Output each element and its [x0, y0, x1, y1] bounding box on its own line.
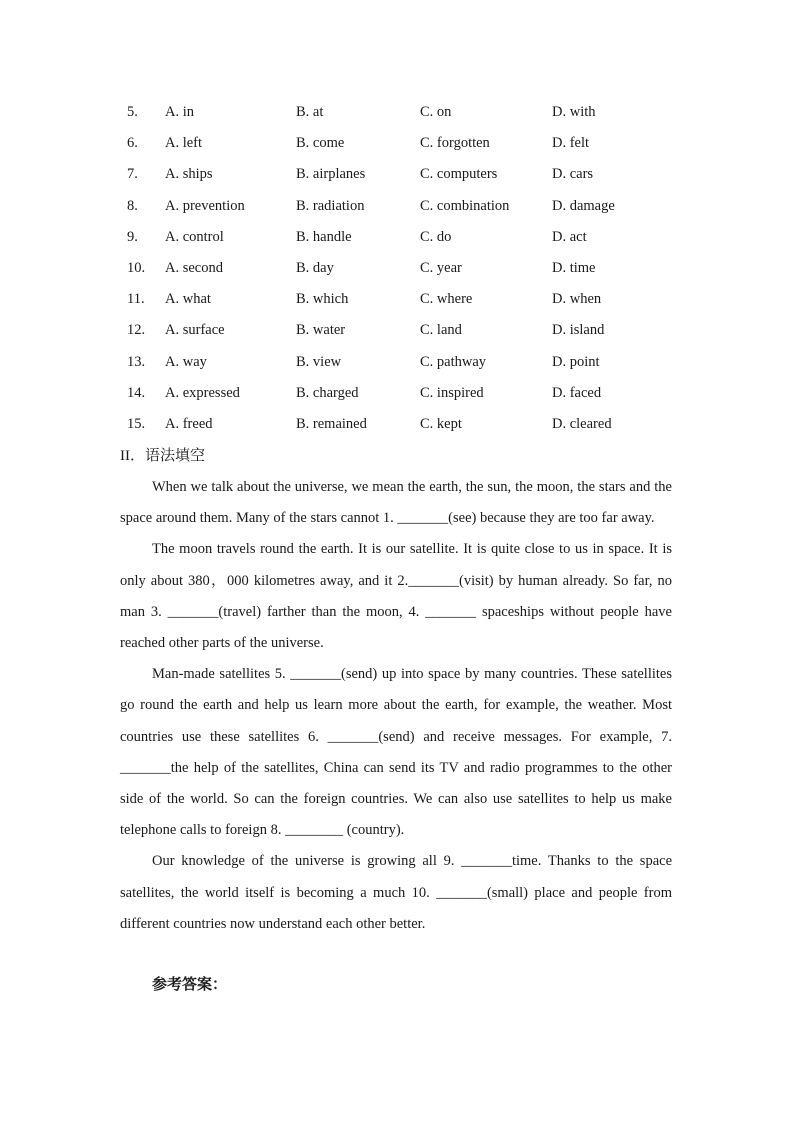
- answer-heading: 参考答案：: [152, 975, 228, 993]
- option-b: B. charged: [296, 384, 359, 401]
- option-a: A. expressed: [165, 384, 240, 401]
- option-row: [0, 128, 794, 159]
- option-b: B. which: [296, 291, 349, 308]
- question-number: 11.: [127, 291, 145, 308]
- option-row: [0, 253, 794, 284]
- question-number: 7.: [127, 166, 138, 183]
- passage-paragraph: Man-made satellites 5. _______(send) up into space by many countries. These satellites go round the earth and help us learn more about the earth, for example, the weather. Most countries use these satellites 6. _______(send) and receive messages. For example, 7. _______the help of the satellites, China can send its TV and radio programmes to the other side of the world. So can the foreign countries. We can also use satellites to help us make telephone calls to foreign 8. ________ (country).: [120, 666, 672, 839]
- option-c: C. land: [420, 322, 462, 339]
- passage-paragraph: When we talk about the universe, we mean the earth, the sun, the moon, the stars and the space around them. Many of the stars cannot 1. _______(see) because they are too far away.: [120, 479, 672, 527]
- section-title: 语法填空: [145, 446, 206, 464]
- option-c: C. where: [420, 291, 473, 308]
- option-d: D. cars: [552, 166, 594, 183]
- option-row: [0, 97, 794, 128]
- option-row: [0, 347, 794, 378]
- option-a: A. left: [165, 135, 203, 152]
- question-number: 6.: [127, 135, 138, 152]
- answer-options-list: [0, 97, 794, 440]
- option-b: B. view: [296, 353, 342, 370]
- option-b: B. handle: [296, 228, 352, 245]
- question-number: 14.: [127, 384, 146, 401]
- question-number: 9.: [127, 228, 138, 245]
- option-row: [0, 191, 794, 222]
- option-d: D. damage: [552, 197, 615, 214]
- option-c: C. computers: [420, 166, 498, 183]
- option-d: D. when: [552, 291, 602, 308]
- option-d: D. cleared: [552, 415, 612, 432]
- question-number: 5.: [127, 104, 138, 120]
- option-a: A. control: [165, 228, 224, 245]
- option-a: A. ships: [165, 166, 213, 183]
- option-a: A. prevention: [165, 197, 245, 214]
- question-number: 10.: [127, 259, 146, 276]
- question-number: 12.: [127, 322, 146, 339]
- option-c: C. on: [420, 104, 452, 120]
- option-c: C. year: [420, 259, 462, 276]
- option-b: B. come: [296, 135, 345, 152]
- option-d: D. act: [552, 228, 587, 245]
- option-c: C. pathway: [420, 353, 487, 370]
- section-heading: [120, 443, 205, 468]
- option-a: A. what: [165, 291, 211, 308]
- option-b: B. day: [296, 259, 334, 276]
- grammar-passage: [120, 472, 672, 940]
- section-numeral: II．: [120, 448, 145, 464]
- option-row: [0, 409, 794, 440]
- option-d: D. time: [552, 259, 596, 276]
- passage-paragraph: Our knowledge of the universe is growing all 9. _______time. Thanks to the space satellites, the world itself is becoming a much 10. _______(small) place and people from different countries now understand each other better.: [120, 853, 672, 932]
- option-b: B. at: [296, 104, 324, 120]
- option-c: C. kept: [420, 415, 462, 432]
- option-row: [0, 159, 794, 190]
- option-d: D. point: [552, 353, 600, 370]
- option-a: A. freed: [165, 415, 213, 432]
- option-d: D. faced: [552, 384, 602, 401]
- option-b: B. airplanes: [296, 166, 366, 183]
- question-number: 15.: [127, 415, 146, 432]
- passage-paragraph: The moon travels round the earth. It is our satellite. It is quite close to us in space. It is only about 380，000 kilometres away, and it 2._______(visit) by human already. So far, no man 3. _______(travel) farther than the moon, 4. _______ spaceships without people have reached other parts of the universe.: [120, 541, 672, 652]
- option-a: A. surface: [165, 322, 225, 339]
- option-b: B. radiation: [296, 197, 365, 214]
- option-row: [0, 315, 794, 346]
- option-b: B. water: [296, 322, 346, 339]
- option-b: B. remained: [296, 415, 367, 432]
- question-number: 8.: [127, 197, 138, 214]
- option-d: D. island: [552, 322, 605, 339]
- option-row: [0, 284, 794, 315]
- option-d: D. felt: [552, 135, 590, 152]
- question-number: 13.: [127, 353, 146, 370]
- option-row: [0, 378, 794, 409]
- option-a: A. second: [165, 259, 223, 276]
- option-d: D. with: [552, 104, 596, 120]
- option-row: [0, 222, 794, 253]
- option-c: C. combination: [420, 197, 510, 214]
- option-a: A. in: [165, 104, 194, 120]
- option-a: A. way: [165, 353, 207, 370]
- option-c: C. forgotten: [420, 135, 490, 152]
- option-c: C. inspired: [420, 384, 484, 401]
- option-c: C. do: [420, 228, 452, 245]
